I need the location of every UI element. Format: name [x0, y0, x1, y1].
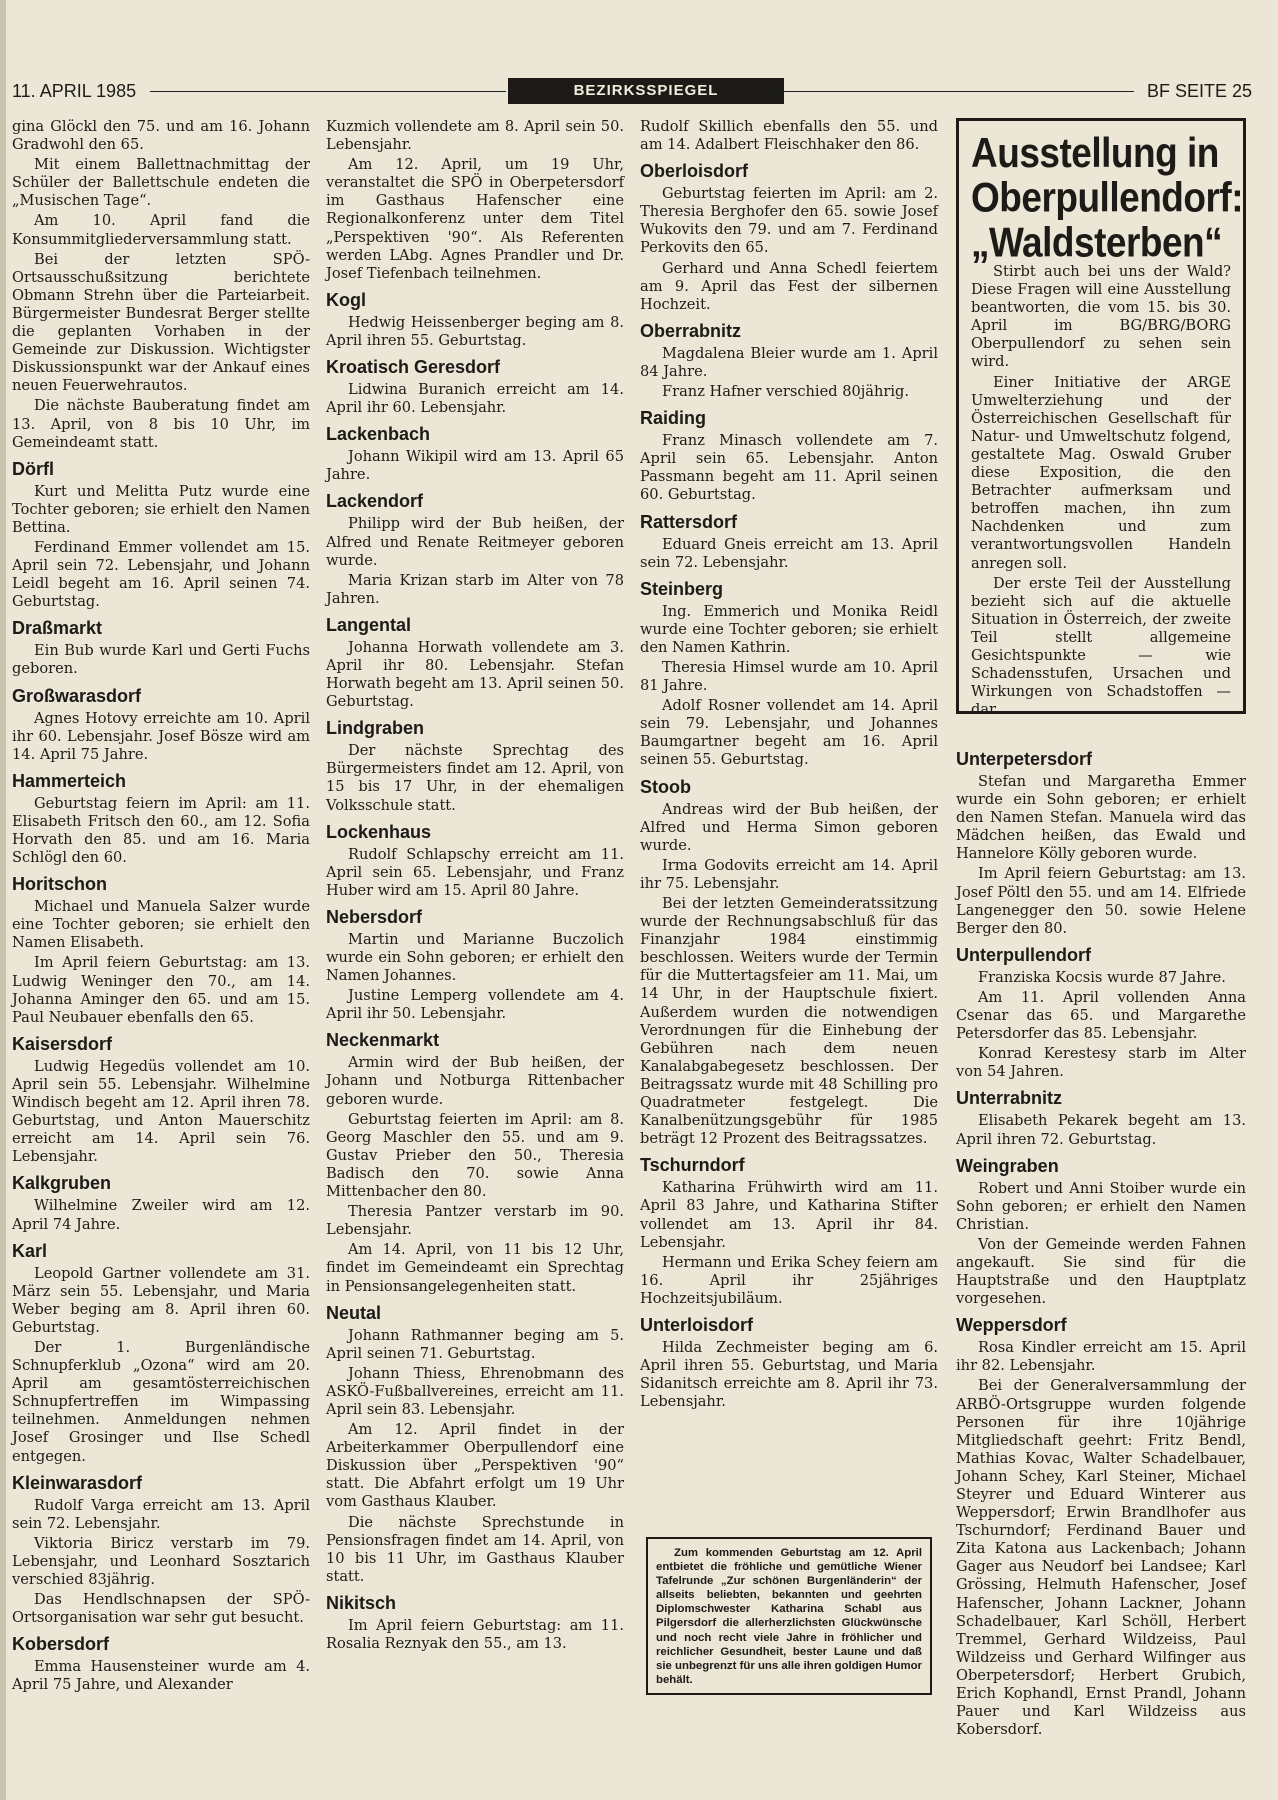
headline-line-3: „Waldsterben“ [971, 219, 1223, 266]
header-rule-left [150, 91, 506, 92]
paragraph: Michael und Manuela Salzer wurde eine Tochter geboren; sie erhielt den Namen Elisabeth. [12, 898, 310, 952]
paragraph: Einer Initiative der ARGE Umwelterziehung und der Österreichischen Gesellschaft für Natur- und Umweltschutz folgend, gestaltete Mag. Oswald Gruber diese Exposition, die den Betrachter aufmerksam und betroffen machen, ihn zum Nachdenken und zum verantwortungsvollen Handeln anregen soll. [971, 373, 1231, 572]
paragraph: Gerhard und Anna Schedl feiertem am 9. April das Fest der silbernen Hochzeit. [640, 259, 938, 313]
paragraph: Ferdinand Emmer vollendet am 15. April sein 72. Lebensjahr, und Johann Leidl begeht am 16. April seinen 74. Geburtstag. [12, 538, 310, 611]
paragraph: Stefan und Margaretha Emmer wurde ein Sohn geboren; er erhielt den Namen Stefan. Manuela wird das Mädchen heißen, das Ewald und Hannelore Kölly geboren wurde. [956, 773, 1246, 863]
town-heading: Stoob [640, 776, 691, 797]
town-heading: Neutal [326, 1302, 382, 1323]
paragraph: Andreas wird der Bub heißen, der Alfred und Herma Simon geboren wurde. [640, 800, 938, 854]
paragraph: Johann Thiess, Ehrenobmann des ASKÖ-Fußballvereines, erreicht am 11. April sein 83. Lebensjahr. [326, 1364, 624, 1418]
paragraph: Johann Rathmanner beging am 5. April seinen 71. Geburtstag. [326, 1326, 624, 1362]
town-heading: Steinberg [640, 578, 724, 599]
paragraph: Hermann und Erika Schey feiern am 16. April ihr 25jähriges Hochzeitsjubiläum. [640, 1253, 938, 1307]
paragraph: Magdalena Bleier wurde am 1. April 84 Jahre. [640, 344, 938, 380]
paragraph: Die nächste Bauberatung findet am 13. April, von 8 bis 10 Uhr, im Gemeindeamt statt. [12, 397, 310, 451]
paragraph: Geburtstag feierten im April: am 8. Georg Maschler den 55. und am 9. Gustav Prieber den 50., Theresia Badisch den 70. sowie Anna Mittenbacher den 80. [326, 1110, 624, 1201]
paragraph: Im April feiern Geburtstag: am 13. Josef Pöltl den 55. und am 14. Elfriede Langenegger den 50. sowie Helene Berger den 80. [956, 865, 1246, 937]
town-heading: Lackenbach [326, 424, 431, 445]
paragraph: Lidwina Buranich erreicht am 14. April ihr 60. Lebensjahr. [326, 381, 624, 417]
paragraph: Philipp wird der Bub heißen, der Alfred und Renate Reitmeyer geboren wurde. [326, 515, 624, 569]
paragraph: Theresia Pantzer verstarb im 90. Lebensjahr. [326, 1203, 624, 1239]
paragraph: Kuzmich vollendete am 8. April sein 50. Lebensjahr. [326, 118, 624, 154]
paragraph: Im April feiern Geburtstag: am 13. Ludwig Weninger den 70., am 14. Johanna Aminger den 65. und am 15. Paul Neubauer ebenfalls den 65. [12, 954, 310, 1026]
column-3 [640, 118, 938, 1413]
paragraph: Bei der Generalversammlung der ARBÖ-Ortsgruppe wurden folgende Personen für ihre 10jährige Mitgliedschaft geehrt: Fritz Bendl, Mathias Kovac, Walter Schadelbauer, Johann Schey, Karl Steiner, Michael Steyrer und Eduard Winterer aus Weppersdorf; Erwin Brandlhofer aus Tschurndorf; Ferdinand Bauer und Zita Katona aus Lackenbach; Johann Gager aus Neudorf bei Landsee; Karl Grössing, Helmuth Hafenscher, Josef Hafenscher, Johann Lackner, Johann Schadelbauer, Karl Schöll, Herbert Tremmel, Gerhard Wildzeiss, Paul Wildzeiss und Gerhard Wilfinger aus Oberpetersdorf; Herbert Grubich, Erich Kophandl, Ernst Prandl, Johann Pauer und Karl Wildzeiss aus Kobersdorf. [956, 1377, 1246, 1739]
paragraph: Bei der letzten SPÖ-Ortsausschußsitzung berichtete Obmann Strehn über die Parteiarbeit. Bürgermeister Bundesrat Berger stellte die geplanten Vorhaben in der Gemeinde zur Diskussion. Wichtigster Diskussionspunkt war der Ankauf eines neuen Feuerwehrautos. [12, 250, 310, 395]
paragraph: Johanna Horwath vollendete am 3. April ihr 80. Lebensjahr. Stefan Horwath begeht am 13. April seinen 50. Geburtstag. [326, 638, 624, 711]
page-number: BF SEITE 25 [1146, 81, 1252, 101]
paragraph: Rosa Kindler erreicht am 15. April ihr 82. Lebensjahr. [956, 1339, 1246, 1375]
birthday-notice-text: Zum kommenden Geburtstag am 12. April entbietet die fröhliche und gemütliche Wiener Tafelrunde „Zur schönen Burgenländerin“ der allseits beliebten, bekannten und geehrten Diplomschwester Katharina Schabl aus Pilgersdorf die allerherzlichsten Glückwünsche und noch recht viele Jahre in fröhlicher und reichlicher Gesundheit, bester Laune und daß sie unbegrenzt für uns alle ihren goldigen Humor behält. [656, 1547, 922, 1686]
paragraph: Wilhelmine Zweiler wird am 12. April 74 Jahre. [12, 1197, 310, 1233]
town-heading: Lindgraben [326, 718, 424, 739]
paragraph: Am 11. April vollenden Anna Csenar das 65. und Margarethe Petersdorfer das 85. Lebensjahr. [956, 988, 1246, 1043]
paragraph: Mit einem Ballettnachmittag der Schüler der Ballettschule endeten die „Musischen Tage“. [12, 156, 310, 210]
paragraph: Die nächste Sprechstunde in Pensionsfragen findet am 14. April, von 10 bis 11 Uhr, im Gasthaus Klauber statt. [326, 1513, 624, 1585]
town-heading: Unterrabnitz [956, 1088, 1063, 1109]
headline-line-2: Oberpullendorf: [971, 174, 1244, 221]
paragraph: Im April feiern Geburtstag: am 11. Rosalia Reznyak den 55., am 13. [326, 1616, 624, 1652]
paragraph: Hedwig Heissenberger beging am 8. April ihren 55. Geburtstag. [326, 313, 624, 349]
birthday-notice-box [646, 1537, 932, 1695]
paragraph: Rudolf Schlapschy erreicht am 11. April sein 65. Lebensjahr, und Franz Huber wird am 15. April 80 Jahre. [326, 845, 624, 899]
section-banner: BEZIRKSSPIEGEL [508, 78, 784, 104]
paragraph: Geburtstag feiern im April: am 11. Elisabeth Fritsch den 60., am 12. Sofia Horvath den 85. und am 16. Maria Schlögl den 60. [12, 794, 310, 867]
paragraph: Agnes Hotovy erreichte am 10. April ihr 60. Lebensjahr. Josef Bösze wird am 14. April 75 Jahre. [12, 709, 310, 763]
paragraph: Am 12. April, um 19 Uhr, veranstaltet die SPÖ in Oberpetersdorf im Gasthaus Hafenscher eine Regionalkonferenz unter dem Titel „Perspektiven '90“. Als Referenten werden LAbg. Agnes Prandler und Dr. Josef Tiefenbach teilnehmen. [326, 156, 624, 282]
town-heading: Nikitsch [326, 1592, 397, 1613]
town-heading: Kalkgruben [12, 1173, 112, 1194]
paragraph: Der nächste Sprechtag des Bürgermeisters findet am 12. April, von 15 bis 17 Uhr, in der ehemaligen Volksschule statt. [326, 742, 624, 814]
column-2 [326, 118, 624, 1655]
issue-date: 11. APRIL 1985 [12, 81, 137, 101]
page-header [12, 78, 1252, 104]
town-heading: Großwarasdorf [12, 685, 142, 706]
paragraph: Irma Godovits erreicht am 14. April ihr 75. Lebensjahr. [640, 856, 938, 892]
paragraph: Theresia Himsel wurde am 10. April 81 Jahre. [640, 658, 938, 695]
town-heading: Lockenhaus [326, 821, 432, 842]
paragraph: Ing. Emmerich und Monika Reidl wurde eine Tochter geboren; sie erhielt den Namen Kathrin. [640, 602, 938, 656]
paragraph: Emma Hausensteiner wurde am 4. April 75 Jahre, und Alexander [12, 1658, 310, 1694]
town-heading: Oberrabnitz [640, 320, 742, 341]
exhibition-headline [971, 129, 1244, 266]
town-heading: Weppersdorf [956, 1315, 1067, 1336]
column-4 [956, 742, 1246, 1741]
paragraph: Stirbt auch bei uns der Wald? Diese Fragen will eine Ausstellung beantworten, die vom 15. bis 30. April im BG/BRG/BORG Oberpullendorf zu sehen sein wird. [971, 263, 1231, 371]
paragraph: Geburtstag feierten im April: am 2. Theresia Berghofer den 65. sowie Josef Wukovits den 79. und am 7. Ferdinand Perkovits den 65. [640, 185, 938, 257]
paragraph: Maria Krizan starb im Alter von 78 Jahren. [326, 571, 624, 607]
header-rule-right [782, 91, 1134, 92]
paragraph: Martin und Marianne Buczolich wurde ein Sohn geboren; er erhielt den Namen Johannes. [326, 930, 624, 985]
town-heading: Raiding [640, 408, 706, 429]
paragraph: Johann Wikipil wird am 13. April 65 Jahre. [326, 448, 624, 484]
town-heading: Horitschon [12, 874, 108, 895]
town-heading: Unterloisdorf [640, 1314, 754, 1335]
paragraph: Armin wird der Bub heißen, der Johann und Notburga Rittenbacher geboren wurde. [326, 1054, 624, 1108]
exhibition-article-box [956, 118, 1246, 719]
paragraph: Von der Gemeinde werden Fahnen angekauft. Sie sind für die Hauptstraße und den Hauptplatz vorgesehen. [956, 1235, 1246, 1308]
town-heading: Lackendorf [326, 491, 424, 512]
paragraph: Leopold Gartner vollendete am 31. März sein 55. Lebensjahr, und Maria Weber beging am 8. April ihren 60. Geburtstag. [12, 1264, 310, 1336]
town-heading: Unterpullendorf [956, 944, 1091, 965]
column-1 [12, 118, 310, 1696]
paragraph: Am 10. April fand die Konsummitgliederversammlung statt. [12, 212, 310, 248]
paragraph: Hilda Zechmeister beging am 6. April ihren 55. Geburtstag, und Maria Sidanitsch erreichte am 8. April ihr 73. Lebensjahr. [640, 1338, 938, 1411]
paragraph: Konrad Kerestesy starb im Alter von 54 Jahren. [956, 1045, 1246, 1081]
town-heading: Karl [12, 1240, 48, 1261]
town-heading: Unterpetersdorf [956, 749, 1093, 769]
town-heading: Tschurndorf [640, 1155, 745, 1176]
paragraph: Robert und Anni Stoiber wurde ein Sohn geboren; er erhielt den Namen Christian. [956, 1179, 1246, 1233]
town-heading: Kaisersdorf [12, 1033, 113, 1054]
paragraph: Katharina Frühwirth wird am 11. April 83 Jahre, und Katharina Stifter vollendet am 13. April ihr 84. Lebensjahr. [640, 1179, 938, 1251]
paragraph: Der erste Teil der Ausstellung bezieht sich auf die aktuelle Situation in Österreich, der zweite Teil stellt allgemeine Gesichtspunkte — wie Schadensstufen, Ursachen und Wirkungen von Schadstoffen — dar. [971, 574, 1231, 719]
town-heading: Langental [326, 614, 412, 635]
paragraph: Rudolf Skillich ebenfalls den 55. und am 14. Adalbert Fleischhaker den 86. [640, 118, 938, 154]
town-heading: Kroatisch Geresdorf [326, 357, 501, 378]
town-heading: Kogl [326, 289, 366, 310]
paragraph: Am 12. April findet in der Arbeiterkammer Oberpullendorf eine Diskussion über „Perspektiven '90“ statt. Die Abfahrt erfolgt um 19 Uhr vom Gasthaus Klauber. [326, 1421, 624, 1511]
paragraph: Elisabeth Pekarek begeht am 13. April ihren 72. Geburtstag. [956, 1112, 1246, 1148]
town-heading: Kleinwarasdorf [12, 1472, 143, 1493]
headline-line-1: Ausstellung in [971, 129, 1219, 176]
page-edge [0, 0, 6, 1800]
paragraph: Das Hendlschnapsen der SPÖ-Ortsorganisation war sehr gut besucht. [12, 1591, 310, 1627]
town-heading: Dörfl [12, 458, 54, 479]
paragraph: gina Glöckl den 75. und am 16. Johann Gradwohl den 65. [12, 118, 310, 154]
paragraph: Franziska Kocsis wurde 87 Jahre. [978, 968, 1226, 986]
paragraph: Eduard Gneis erreicht am 13. April sein 72. Lebensjahr. [640, 535, 938, 571]
town-heading: Rattersdorf [640, 511, 738, 532]
paragraph: Am 14. April, von 11 bis 12 Uhr, findet im Gemeindeamt ein Sprechtag in Pensionsangelegenheiten statt. [326, 1241, 624, 1295]
town-heading: Nebersdorf [326, 906, 423, 927]
paragraph: Viktoria Biricz verstarb im 79. Lebensjahr, und Leonhard Sosztarich verschied 83jährig. [12, 1534, 310, 1588]
paragraph: Rudolf Varga erreicht am 13. April sein 72. Lebensjahr. [12, 1496, 310, 1532]
town-heading: Kobersdorf [12, 1634, 110, 1655]
paragraph: Der 1. Burgenländische Schnupferklub „Ozona“ wird am 20. April am gesamtösterreichischen Schnupfertreffen im Wimpassing teilnehmen. Anmeldungen nehmen Josef Grosinger und Ilse Schedl entgegen. [12, 1338, 310, 1465]
town-heading: Neckenmarkt [326, 1030, 440, 1051]
paragraph: Adolf Rosner vollendet am 14. April sein 79. Lebensjahr, und Johannes Baumgartner begeht am 16. April seinen 55. Geburtstag. [640, 697, 938, 769]
paragraph: Ein Bub wurde Karl und Gerti Fuchs geboren. [12, 642, 310, 678]
paragraph: Ludwig Hegedüs vollendet am 10. April sein 55. Lebensjahr. Wilhelmine Windisch begeht am 12. April ihren 78. Geburtstag, und Anton Mauerschitz erreicht am 14. April sein 76. Lebensjahr. [12, 1057, 310, 1166]
town-heading: Hammerteich [12, 770, 127, 791]
paragraph: Bei der letzten Gemeinderatssitzung wurde der Rechnungsabschluß für das Finanzjahr 1984 einstimmig beschlossen. Weiters wurde der Termin für die Muttertagsfeier am 11. Mai, um 14 Uhr, in der Hauptschule fixiert. Außerdem wurden die notwendigen Verordnungen für die Einhebung der Gebühren nach dem neuen Kanalabgabegesetz beschlossen. Der Beitragssatz wurde mit 48 Schilling pro Quadratmeter festgelegt. Die Kanalbenützungsgebühr für 1985 beträgt 12 Prozent des Beitragssatzes. [640, 895, 938, 1148]
town-heading: Weingraben [956, 1155, 1059, 1176]
paragraph: Franz Hafner verschied 80jährig. [662, 383, 910, 401]
town-heading: Draßmarkt [12, 618, 103, 639]
paragraph: Justine Lemperg vollendete am 4. April ihr 50. Lebensjahr. [326, 987, 624, 1023]
town-heading: Oberloisdorf [640, 161, 749, 182]
paragraph: Franz Minasch vollendete am 7. April sein 65. Lebensjahr. Anton Passmann begeht am 11. April seinen 60. Geburtstag. [640, 432, 938, 504]
paragraph: Kurt und Melitta Putz wurde eine Tochter geboren; sie erhielt den Namen Bettina. [12, 482, 310, 536]
